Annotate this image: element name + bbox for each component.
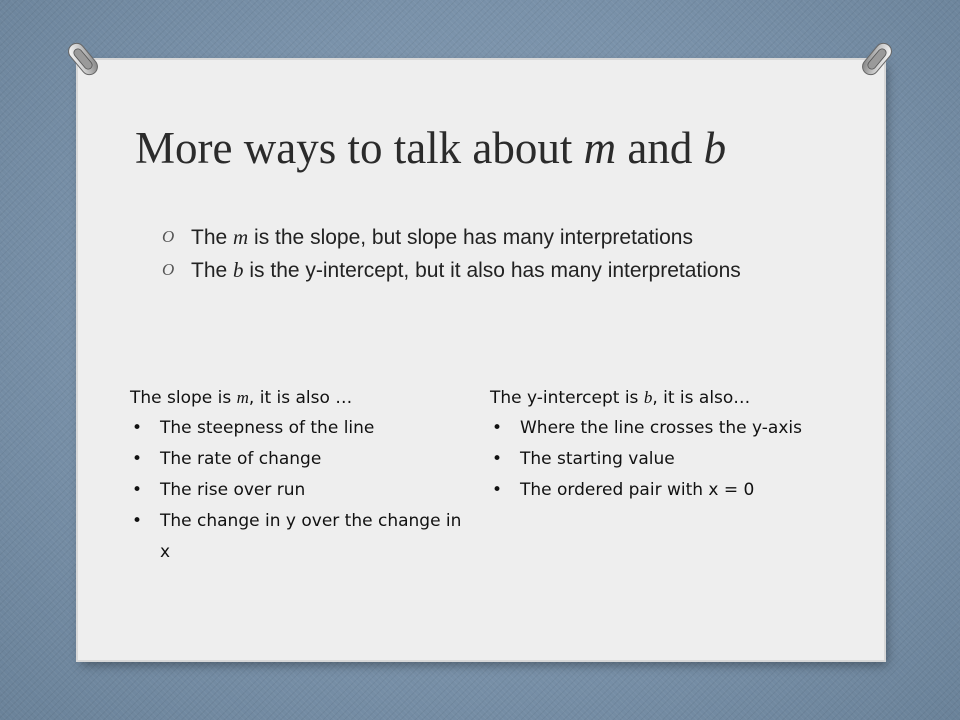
list-item: • The rate of change xyxy=(130,444,470,475)
binder-ring-icon xyxy=(62,38,104,80)
bullet-marker: O xyxy=(162,260,175,279)
bullet-post: is the y-intercept, but it also has many interpretations xyxy=(243,259,741,282)
heading-var: m xyxy=(236,388,249,407)
intercept-heading xyxy=(490,383,830,413)
bullet-pre: The xyxy=(191,226,234,249)
slope-list xyxy=(130,413,470,568)
list-item: • The steepness of the line xyxy=(130,413,470,444)
slope-heading xyxy=(130,383,470,413)
list-item: • The rise over run xyxy=(130,475,470,506)
heading-post: , it is also … xyxy=(248,388,353,408)
slope-column xyxy=(130,383,470,568)
slide-title xyxy=(135,122,726,174)
list-item: • Where the line crosses the y-axis xyxy=(490,413,830,444)
bullet-var: m xyxy=(233,225,249,249)
title-var-m: m xyxy=(583,123,617,173)
binder-ring-icon xyxy=(856,38,898,80)
bullet-pre: The xyxy=(191,259,234,282)
bullet-post: is the slope, but slope has many interpretations xyxy=(248,226,693,249)
bullet-marker: O xyxy=(162,227,175,246)
main-bullets xyxy=(162,225,762,291)
heading-pre: The slope is xyxy=(130,388,237,408)
title-var-b: b xyxy=(703,123,727,173)
heading-var: b xyxy=(643,388,653,407)
bullet-item xyxy=(162,225,762,250)
heading-pre: The y-intercept is xyxy=(490,388,644,408)
heading-post: , it is also… xyxy=(652,388,751,408)
list-item: • The ordered pair with x = 0 xyxy=(490,475,830,506)
title-and: and xyxy=(616,123,704,173)
list-item: • The change in y over the change in x xyxy=(130,506,470,568)
title-prefix: More ways to talk about xyxy=(135,123,584,173)
bullet-var: b xyxy=(233,258,244,282)
list-item: • The starting value xyxy=(490,444,830,475)
intercept-column xyxy=(490,383,830,506)
bullet-item xyxy=(162,258,762,283)
intercept-list xyxy=(490,413,830,506)
